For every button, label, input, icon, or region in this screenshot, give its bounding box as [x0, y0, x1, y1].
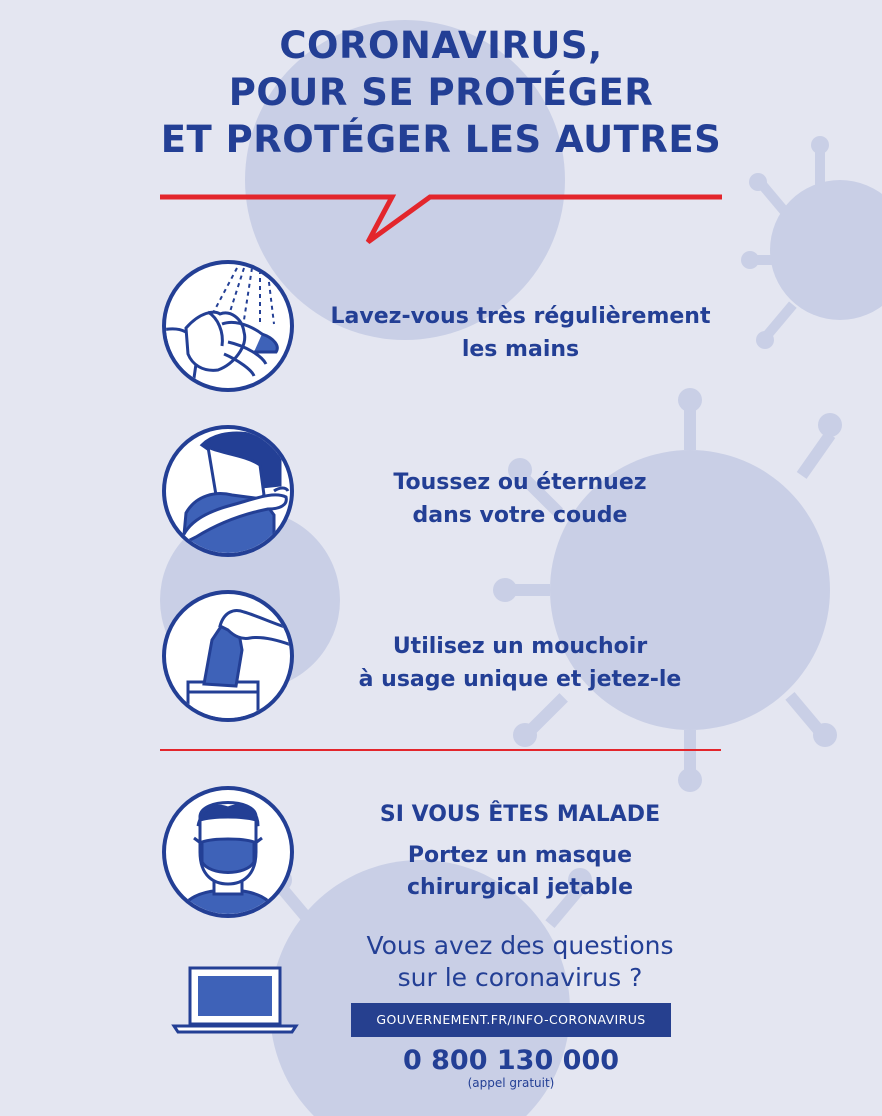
gesture-text-1	[318, 300, 723, 366]
gesture-2-line-1: Toussez ou éternuez	[393, 470, 647, 495]
sick-text	[330, 840, 710, 904]
title-line-2: POUR SE PROTÉGER	[228, 71, 654, 114]
virus-top-right-icon	[741, 136, 882, 349]
elbow-cough-icon	[162, 425, 294, 557]
title-line-1: CORONAVIRUS,	[279, 24, 603, 67]
questions-text	[340, 930, 700, 994]
hotline-phone-number: 0 800 130 000	[402, 1045, 620, 1076]
speech-bubble-line	[160, 184, 722, 254]
questions-line-1: Vous avez des questions	[366, 931, 674, 960]
mask-icon	[162, 786, 294, 918]
gesture-1-line-1: Lavez-vous très régulièrement	[330, 304, 711, 329]
laptop-icon	[170, 964, 300, 1036]
gesture-2-line-2: dans votre coude	[412, 503, 628, 528]
sick-line-2: chirurgical jetable	[406, 875, 633, 900]
phone-free-call-note: (appel gratuit)	[467, 1076, 555, 1090]
gesture-text-3	[340, 630, 700, 696]
poster-title	[0, 22, 882, 163]
questions-line-2: sur le coronavirus ?	[397, 963, 643, 992]
handwashing-icon	[162, 260, 294, 392]
gesture-text-2	[350, 466, 690, 532]
gesture-3-line-1: Utilisez un mouchoir	[392, 634, 648, 659]
sick-heading: SI VOUS ÊTES MALADE	[379, 802, 661, 827]
gesture-3-line-2: à usage unique et jetez-le	[358, 667, 682, 692]
sick-line-1: Portez un masque	[407, 843, 633, 868]
virus-middle-right-icon	[493, 388, 842, 792]
section-divider	[160, 749, 721, 751]
tissue-icon	[162, 590, 294, 722]
info-url-banner[interactable]: GOUVERNEMENT.FR/INFO-CORONAVIRUS	[351, 1003, 671, 1037]
gesture-1-line-2: les mains	[461, 337, 580, 362]
title-line-3: ET PROTÉGER LES AUTRES	[160, 118, 722, 161]
